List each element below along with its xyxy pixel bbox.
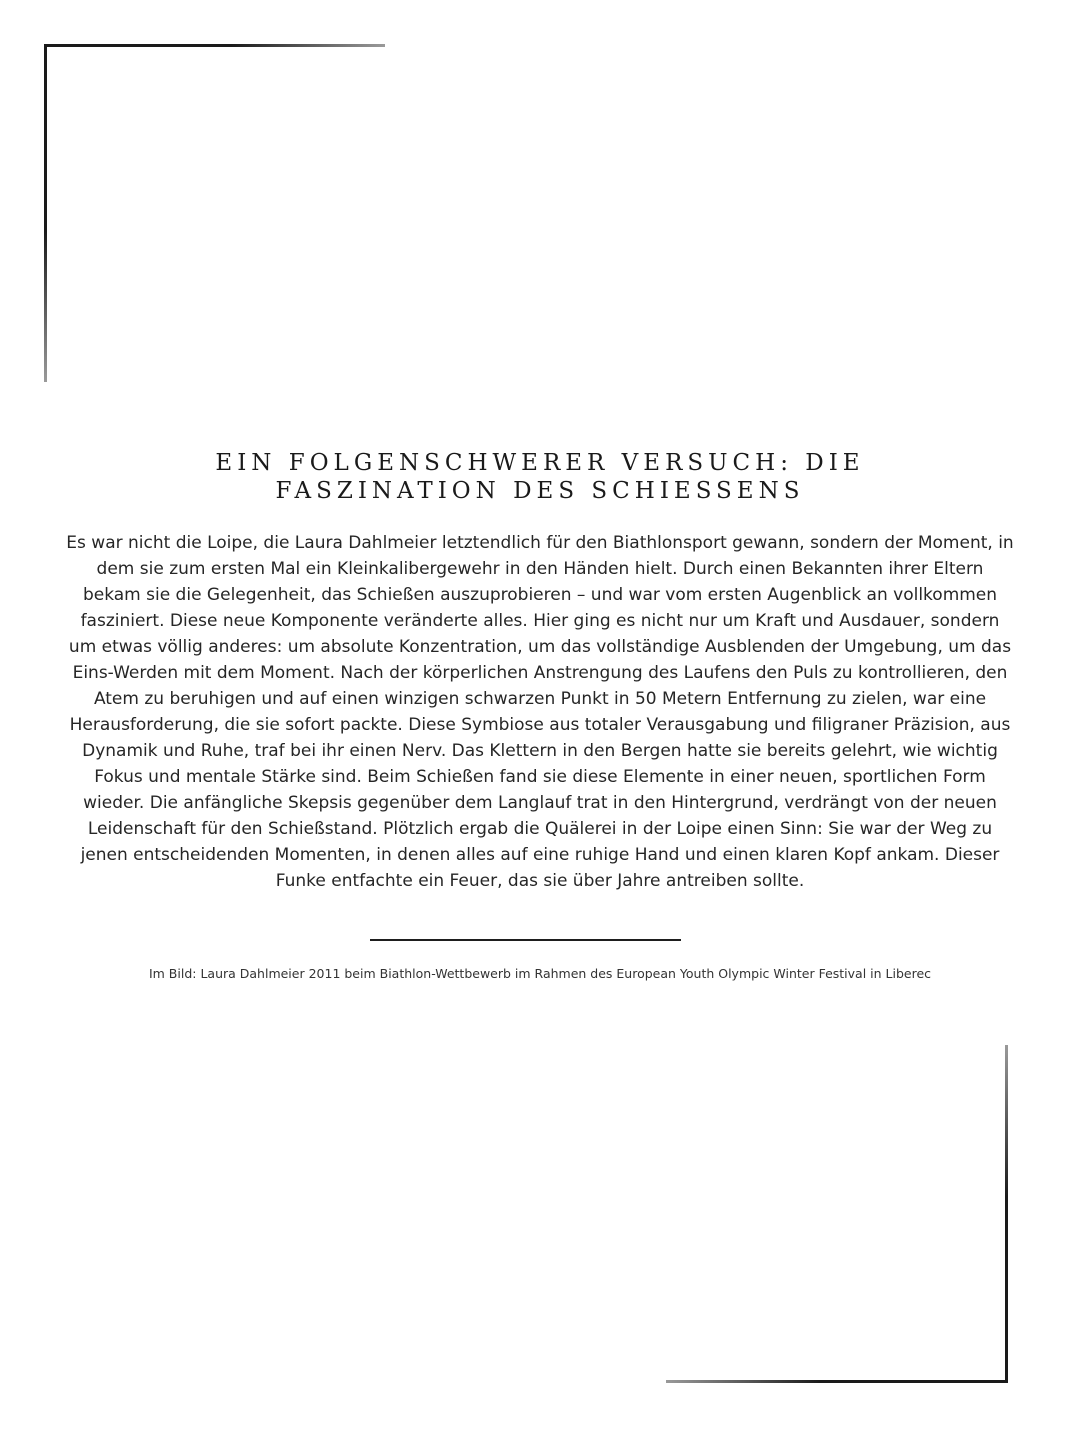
frame-corner-bottom-right-horizontal	[666, 1380, 1008, 1383]
frame-corner-top-left-vertical	[44, 44, 47, 382]
section-heading: EIN FOLGENSCHWERER VERSUCH: DIE FASZINATION DES SCHIESSENS	[215, 450, 865, 504]
article-body: Es war nicht die Loipe, die Laura Dahlmeier letztendlich für den Biathlonsport gewann, sondern der Moment, in dem sie zum ersten Mal ein Kleinkalibergewehr in den Händen hielt. Durch einen Bekannten ihrer Eltern bekam sie die Gelegenheit, das Schießen auszuprobieren – und war vom ersten Augenblick an vollkommen fasziniert. Diese neue Komponente veränderte alles. Hier ging es nicht nur um Kraft und Ausdauer, sondern um etwas völlig anderes: um absolute Konzentration, um das vollständige Ausblenden der Umgebung, um das Eins-Werden mit dem Moment. Nach der körperlichen Anstrengung des Laufens den Puls zu kontrollieren, den Atem zu beruhigen und auf einen winzigen schwarzen Punkt in 50 Metern Entfernung zu zielen, war eine Herausforderung, die sie sofort packte. Diese Symbiose aus totaler Verausgabung und filigraner Präzision, aus Dynamik und Ruhe, traf bei ihr einen Nerv. Das Klettern in den Bergen hatte sie bereits gelehrt, wie wichtig Fokus und mentale Stärke sind. Beim Schießen fand sie diese Elemente in einer neuen, sportlichen Form wieder. Die anfängliche Skepsis gegenüber dem Langlauf trat in den Hintergrund, verdrängt von der neuen Leidenschaft für den Schießstand. Plötzlich ergab die Quälerei in der Loipe einen Sinn: Sie war der Weg zu jenen entscheidenden Momenten, in denen alles auf eine ruhige Hand und einen klaren Kopf ankam. Dieser Funke entfachte ein Feuer, das sie über Jahre antreiben sollte.	[66, 533, 1014, 891]
frame-corner-top-left-horizontal	[44, 44, 385, 47]
image-caption: Im Bild: Laura Dahlmeier 2011 beim Biathlon-Wettbewerb im Rahmen des European Youth Olympic Winter Festival in Liberec	[148, 966, 932, 981]
divider-line	[370, 939, 681, 941]
frame-corner-bottom-right-vertical	[1005, 1045, 1008, 1383]
